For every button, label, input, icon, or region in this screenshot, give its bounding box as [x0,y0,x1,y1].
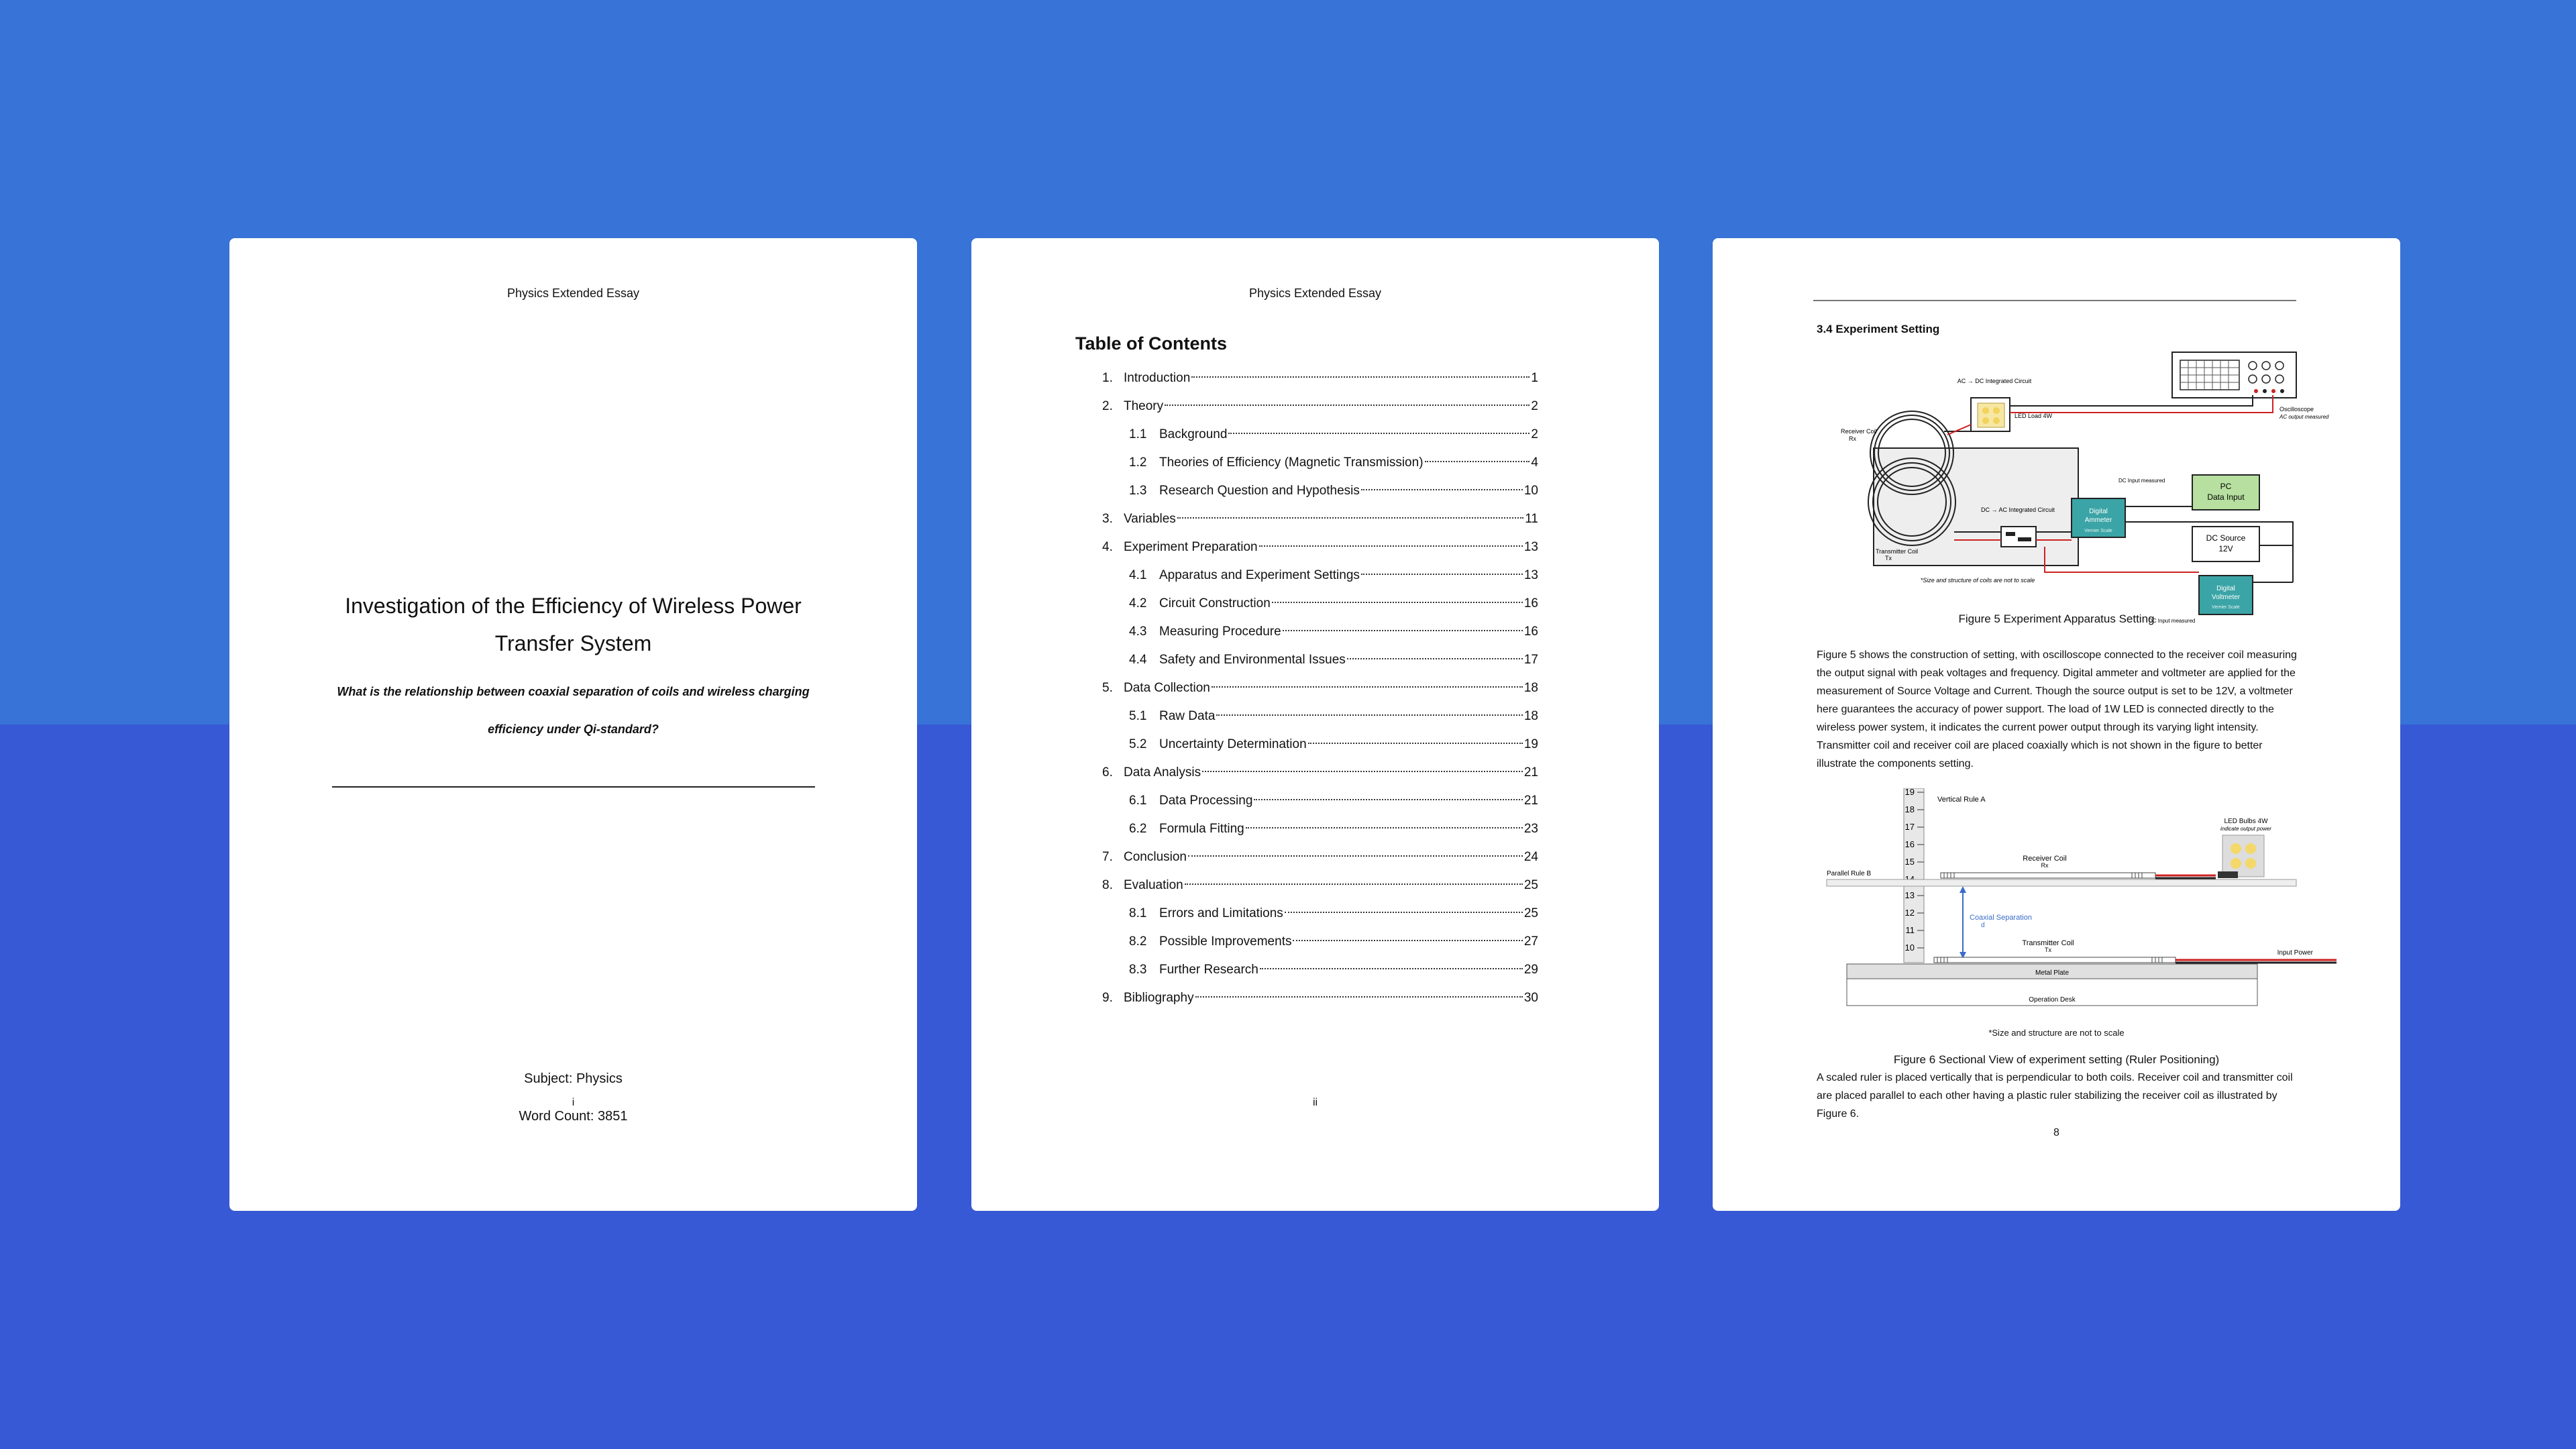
toc-entry-label: Apparatus and Experiment Settings [1159,568,1360,582]
toc-entry-label: Errors and Limitations [1159,906,1283,920]
toc-leader-dots [1308,743,1523,744]
figure-6-sectional-view [1817,788,2337,1020]
toc-entry-number: 8.3 [1129,963,1147,977]
rx-coil-label: Receiver Coil [2023,855,2067,863]
parallel-ruler [1827,879,2296,886]
toc-entry-page: 2 [1531,427,1538,441]
toc-entry [1102,928,1538,956]
toc-leader-dots [1259,545,1523,547]
toc-entry [1102,843,1538,871]
toc-entry-label: Conclusion [1124,850,1187,864]
toc-entry [1102,956,1538,984]
ruler-tick-label: 19 [1904,788,1915,797]
document-page-toc [971,238,1659,1211]
toc-entry [1102,702,1538,731]
receiver-coil-label: Receiver Coil [1841,428,1877,435]
toc-entry-label: Data Analysis [1124,765,1201,780]
parallel-rule-label: Parallel Rule B [1827,870,1872,877]
led-load [1971,398,2010,431]
paragraph-figure-5: Figure 5 shows the construction of setting, with oscilloscope connected to the receiver coil measuring the output signal with peak voltages and frequency. Digital ammeter and voltmeter are applied for the measurement of Source Voltage and Current. Though the source output is set to be 12V, a voltmeter here guarantees the accuracy of power support. The load of 1W LED is connected directly to the wireless power system, it indicates the current power output through its varying light intensity. Transmitter coil and receiver coil are placed coaxially which is not shown in the figure to better illustrate the components setting. [1817,649,2297,769]
toc-leader-dots [1246,827,1523,828]
svg-text:Vernier Scale: Vernier Scale [2212,605,2240,610]
led-note: indicate output power [2220,826,2272,832]
toc-entry-number: 1.3 [1129,484,1147,498]
toc-entry-page: 1 [1531,371,1538,385]
toc-entry-label: Data Collection [1124,681,1210,695]
dc-input-label: DC Input measured [2118,478,2165,484]
page-number-i: i [572,1097,575,1108]
toc-leader-dots [1216,714,1522,716]
rx-label: Rx [1849,435,1856,442]
toc-entry-number: 7. [1102,850,1113,864]
running-header: Physics Extended Essay [1248,286,1382,300]
tx-coil-label: Transmitter Coil [2022,939,2074,947]
toc-entry-number: 4.4 [1129,653,1147,667]
toc-leader-dots [1188,855,1523,857]
toc-leader-dots [1260,968,1523,969]
word-count-line: Word Count: 3851 [519,1109,628,1124]
toc-entry [1102,815,1538,843]
toc-entry [1102,505,1538,533]
svg-text:DC Source: DC Source [2206,533,2246,543]
page-number-ii: ii [1312,1097,1318,1108]
figure-6-caption: Figure 6 Sectional View of experiment setting (Ruler Positioning) [1893,1053,2220,1066]
figure-6-note: *Size and structure are not to scale [1988,1028,2125,1038]
svg-text:Voltmeter: Voltmeter [2211,594,2241,601]
toc-entry-label: Experiment Preparation [1124,540,1258,554]
svg-text:12V: 12V [2218,544,2233,553]
toc-entry [1102,421,1538,449]
toc-entry-label: Circuit Construction [1159,596,1271,610]
toc-entry [1102,392,1538,421]
toc-entry [1102,984,1538,1012]
research-question: What is the relationship between coaxial separation of coils and wireless charging efficiency under Qi-standard? [337,685,810,736]
header-rule [1813,300,2296,301]
led-bulbs-label: LED Bulbs 4W [2224,818,2268,825]
toc-entry-label: Possible Improvements [1159,934,1292,949]
document-page-title [229,238,917,1211]
toc-entry-label: Theories of Efficiency (Magnetic Transmission) [1159,455,1424,470]
page-number-8: 8 [2053,1127,2059,1138]
ruler-tick-label: 10 [1904,943,1915,953]
toc-entry [1102,590,1538,618]
toc-entry-label: Safety and Environmental Issues [1159,653,1346,667]
toc-entry-page: 23 [1523,822,1538,836]
toc-entry-page: 29 [1523,963,1538,977]
document-page-experiment [1713,238,2400,1211]
toc-entry-number: 1.1 [1129,427,1147,441]
toc-entry-label: Evaluation [1124,878,1183,892]
tx-label: Tx [1885,555,1892,561]
toc-title: Table of Contents [1075,333,1227,354]
toc-leader-dots [1347,658,1523,659]
ruler-tick-label: 12 [1904,908,1915,918]
d-label: d [1981,922,1985,929]
toc-entry [1102,646,1538,674]
toc-entry-page: 27 [1523,934,1538,949]
toc-entry [1102,871,1538,900]
rx-label: Rx [2041,862,2049,869]
toc-entry [1102,731,1538,759]
toc-leader-dots [1185,883,1523,885]
toc-entry-number: 6. [1102,765,1113,780]
dc-input-measured-label: DC Input measured [2149,618,2196,624]
led-bulbs [2218,835,2264,878]
figure-5-caption: Figure 5 Experiment Apparatus Setting [1958,612,2155,625]
svg-text:Metal Plate: Metal Plate [2035,969,2070,977]
coaxial-sep-label: Coaxial Separation [1970,914,2032,922]
toc-entry-number: 6.2 [1129,822,1147,836]
toc-leader-dots [1191,376,1529,378]
oscilloscope [2172,352,2296,398]
toc-entry [1102,674,1538,702]
toc-leader-dots [1254,799,1522,800]
ruler-tick-label: 11 [1905,925,1915,935]
vertical-rule-label: Vertical Rule A [1937,796,1986,804]
toc-leader-dots [1212,686,1523,688]
toc-entry-page: 25 [1523,878,1538,892]
toc-entry-number: 8.1 [1129,906,1147,920]
toc-entry-label: Uncertainty Determination [1159,737,1307,751]
digital-voltmeter [2199,576,2253,614]
digital-ammeter [2072,498,2125,537]
toc-entry-label: Data Processing [1159,794,1253,808]
ac-dc-ic-label: AC → DC Integrated Circuit [1957,378,2032,384]
toc-entry [1102,449,1538,477]
section-heading: 3.4 Experiment Setting [1817,323,1940,335]
svg-text:Ammeter: Ammeter [2084,517,2112,524]
toc-entry-number: 4.3 [1129,625,1147,639]
toc-entry-page: 24 [1523,850,1538,864]
title-divider [332,786,815,788]
toc-leader-dots [1425,461,1530,462]
toc-entry-label: Research Question and Hypothesis [1159,484,1360,498]
toc-entry-page: 21 [1523,794,1538,808]
toc-entry-label: Variables [1124,512,1176,526]
toc-entry [1102,900,1538,928]
ruler-tick-label: 15 [1904,857,1915,867]
toc-leader-dots [1285,912,1523,913]
essay-title: Investigation of the Efficiency of Wireless Power Transfer System [345,594,802,655]
toc-entry-page: 2 [1531,399,1538,413]
toc-leader-dots [1272,602,1523,603]
toc-entry-page: 16 [1523,625,1538,639]
ruler-tick-label: 18 [1904,804,1915,814]
input-power-label: Input Power [2277,949,2313,957]
toc-entry-label: Introduction [1124,371,1191,385]
toc-entry-number: 2. [1102,399,1113,413]
toc-entry-page: 10 [1523,484,1538,498]
toc-entry-number: 8. [1102,878,1113,892]
toc-leader-dots [1361,574,1523,575]
toc-entry-label: Further Research [1159,963,1258,977]
ruler-tick-label: 16 [1904,839,1915,849]
toc-entry-page: 16 [1523,596,1538,610]
toc-entry-number: 4. [1102,540,1113,554]
paragraph-figure-6: A scaled ruler is placed vertically that is perpendicular to both coils. Receiver coil and transmitter coil are placed parallel to each other having a plastic ruler stabilizing the receiver coil as illustrated by Figure 6. [1817,1072,2293,1120]
toc-entry-number: 5.2 [1129,737,1147,751]
svg-text:Operation Desk: Operation Desk [2029,996,2076,1004]
osc-note: AC output measured [2279,414,2329,420]
toc-leader-dots [1177,517,1523,519]
toc-entry [1102,364,1538,392]
toc-entry-label: Measuring Procedure [1159,625,1281,639]
toc-entry-page: 18 [1523,709,1538,723]
toc-entry-number: 5.1 [1129,709,1147,723]
toc-entry [1102,618,1538,646]
svg-text:Data Input: Data Input [2207,492,2245,502]
receiver-coil-section [1941,873,2155,878]
toc-entry-page: 18 [1523,681,1538,695]
transmitter-coil-section [1934,957,2176,963]
toc-entry-label: Theory [1124,399,1164,413]
toc-entry-number: 6.1 [1129,794,1147,808]
ruler-tick-label: 17 [1904,822,1915,832]
toc-entry [1102,787,1538,815]
dc-source [2192,527,2259,561]
toc-leader-dots [1165,405,1529,406]
pc-data-input [2192,475,2259,510]
svg-text:Digital: Digital [2216,585,2235,592]
toc-entry-number: 4.2 [1129,596,1147,610]
dc-ac-ic-label: DC → AC Integrated Circuit [1980,506,2055,513]
svg-text:Vernier Scale: Vernier Scale [2084,529,2112,533]
toc-entry-page: 13 [1523,568,1538,582]
toc-entry-page: 30 [1523,991,1538,1005]
svg-text:PC: PC [2220,482,2232,491]
toc-leader-dots [1283,630,1523,631]
led-load-label: LED Load 4W [2015,413,2053,419]
tx-label: Tx [2045,947,2051,953]
toc-entry-number: 8.2 [1129,934,1147,949]
svg-text:Digital: Digital [2089,508,2108,515]
toc-entry-number: 4.1 [1129,568,1147,582]
toc-entry-page: 13 [1523,540,1538,554]
toc-entry-page: 25 [1523,906,1538,920]
table-of-contents [1102,364,1538,1012]
ruler-tick-label: 13 [1904,890,1915,900]
toc-entry-page: 17 [1523,653,1538,667]
oscilloscope-label: Oscilloscope [2279,406,2314,413]
toc-leader-dots [1195,996,1523,998]
toc-entry [1102,759,1538,787]
toc-entry-page: 4 [1531,455,1538,470]
toc-entry [1102,533,1538,561]
toc-entry-page: 19 [1523,737,1538,751]
toc-entry-number: 1. [1102,371,1113,385]
toc-leader-dots [1202,771,1523,772]
subject-line: Subject: Physics [524,1071,623,1086]
toc-entry-number: 5. [1102,681,1113,695]
toc-entry-page: 21 [1523,765,1538,780]
coil-scale-note: *Size and structure of coils are not to scale [1920,577,2035,584]
toc-entry-label: Formula Fitting [1159,822,1244,836]
toc-entry-number: 1.2 [1129,455,1147,470]
dc-ac-ic [2001,527,2036,547]
toc-entry [1102,477,1538,505]
toc-entry-label: Bibliography [1124,991,1194,1005]
running-header: Physics Extended Essay [506,286,640,300]
toc-entry [1102,561,1538,590]
toc-entry-page: 11 [1525,512,1538,526]
toc-entry-label: Raw Data [1159,709,1216,723]
transmitter-coil-label: Transmitter Coil [1876,548,1919,555]
toc-leader-dots [1361,489,1523,490]
toc-leader-dots [1228,433,1529,434]
toc-entry-number: 9. [1102,991,1113,1005]
toc-leader-dots [1293,940,1522,941]
toc-entry-label: Background [1159,427,1228,441]
toc-entry-number: 3. [1102,512,1113,526]
